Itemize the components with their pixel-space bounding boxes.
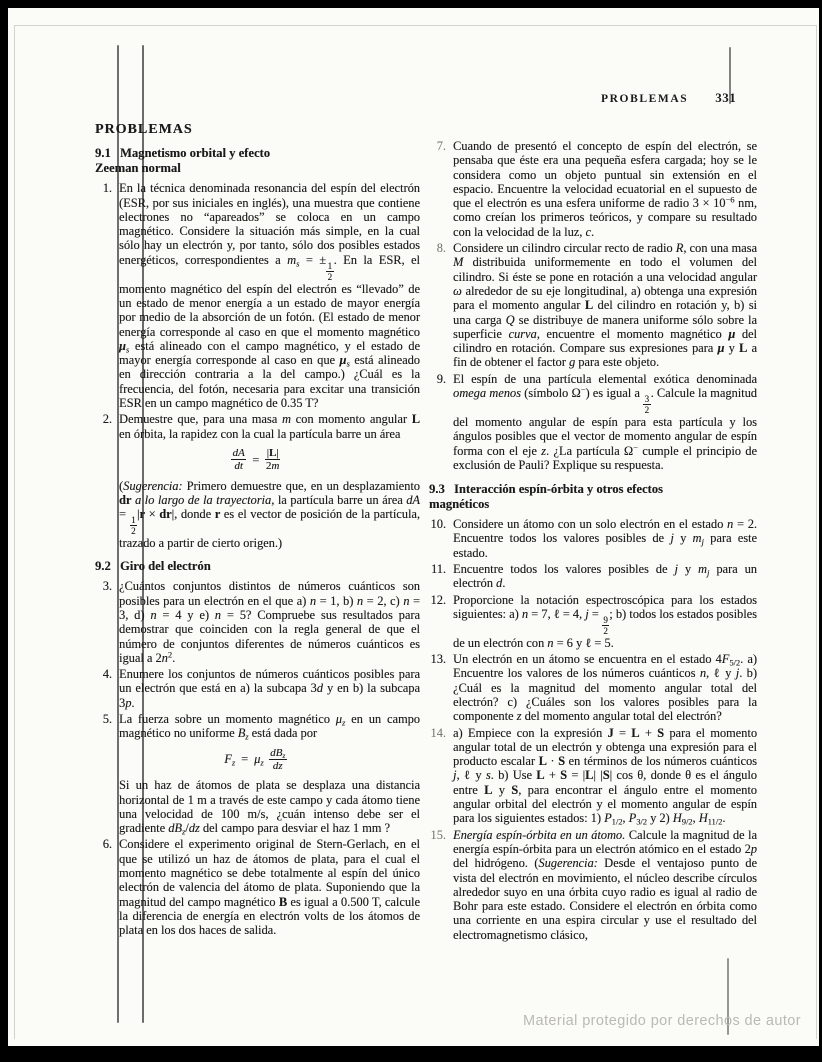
problem-text: Energía espín-órbita en un átomo. Calcule la magnitud de la energía espín-órbita para un electrón atómico en el estado 2p del hidrógeno. (Sugerencia: Desde el ventajoso punto de vista del electrón en movimiento, el núcleo describe círculos alrededor suyo en una órbita cuyo radio es igual al radio de Bohr para este estado. Considere el electrón en órbita como una corriente en una espira circular y use el resultado del electromagnetismo clásico, — [453, 827, 757, 942]
section-heading-9-2 — [95, 559, 420, 574]
problem-4 — [95, 667, 420, 710]
running-head — [601, 90, 736, 106]
problem-14 — [429, 726, 757, 826]
right-column — [429, 139, 757, 944]
problem-number: 7. — [436, 139, 446, 153]
problem-text: Un electrón en un átomo se encuentra en el estado $4F_{5/2}$. a) Encuentre los valores de los números cuánticos n, ℓ y j. b) ¿Cuál es la magnitud del momento angular total del electrón? c) ¿Cuáles son los valores posibles para la componente z del momento angular total del electrón? — [453, 652, 757, 724]
problem-text-continued: Si un haz de átomos de plata se desplaza una distancia horizontal de 1 m a través de este campo y cada átomo tiene una velocidad de 100 m/s, ¿cuán intenso debe ser el gradiente $dB_z/dz$ del campo para desviar el haz 1 mm ? — [119, 778, 420, 837]
equation-area-sweep-rate: $\frac{dA}{dt}$ = $\frac{|L|}{2m}$ — [232, 446, 280, 473]
section-heading-9-3 — [429, 482, 757, 512]
problem-11 — [429, 562, 757, 591]
problem-text: ¿Cuántos conjuntos distintos de números cuánticos son posibles para un electrón en el que a) n = 1, b) n = 2, c) n = 3, d) n = 4 y e) n = 5? Compruebe sus resultados para demostrar que coinciden con la regla general de que el número de conjuntos diferentes de números cuánticos es igual a $2n^2$. — [119, 579, 420, 665]
problem-8 — [429, 241, 757, 370]
problem-number: 12. — [430, 592, 446, 607]
problem-13 — [429, 652, 757, 723]
problems-section-title: PROBLEMAS — [95, 122, 193, 137]
problem-number: 13. — [430, 652, 446, 667]
problem-text: Considere un cilindro circular recto de radio R, con una masa M distribuida uniformemente en todo el volumen del cilindro. Si éste se pone en rotación a una velocidad angular ω alrededor de su eje longitudinal, a) obtenga una expresión para el momento angular L del cilindro en rotación y, b) si una carga Q se distribuye de manera uniforme sólo sobre la superficie curva, encuentre el momento magnético μ del cilindro en rotación. Compare sus expresiones para μ y L a fin de obtener el factor g para este objeto. — [453, 241, 757, 370]
problem-2 — [95, 412, 420, 550]
problem-number: 6. — [102, 837, 112, 852]
page-number: 331 — [715, 90, 737, 105]
problem-text: Encuentre todos los valores posibles de j y $m_j$ para un electrón d. — [453, 562, 757, 591]
problem-text: En la técnica denominada resonancia del espín del electrón (ESR, por sus iniciales en inglés), una muestra que contiene electrones no “apareados” se coloca en un campo magnético. Considere la situación más simple, en la cual sólo hay un electrón y, por tanto, sólo dos posibles estados energéticos, correspondientes a $m_s$ = ± $\frac{1}{2}$ . En la ESR, el momento magnético del espín del electrón es “llevado” de un estado de menor energía a un estado de mayor energía por medio de la absorción de un fotón. (El estado de menor energía corresponde al caso en que el momento magnético $\mu_s$ está alineado con el campo magnético, y el estado de mayor energía corresponde al caso en que $\mu_s$ está alineado en dirección contraria a la del campo.) ¿Cuál es la frecuencia, del fotón, necesaria para excitar una transición ESR en un campo magnético de 0.35 T? — [119, 181, 420, 411]
equation-magnetic-force: $F_z$ = $\mu_z$ $dB_z$ dz — [224, 746, 286, 772]
section-title-line2: magnéticos — [429, 497, 490, 512]
section-title-line1: Magnetismo orbital y efecto — [120, 146, 271, 161]
problem-10 — [429, 517, 757, 560]
problem-text: a) Empiece con la expresión J = L + S para el momento angular total de un electrón y obtenga una expresión para el producto escalar L · S en términos de los números cuánticos j, ℓ y s. b) Use L + S = |L| |S| cos θ, donde θ es el ángulo entre L y S, para encontrar el ángulo entre el momento angular orbital del electrón y el momento angular de espín para los siguientes estados: 1) $P_{1/2}$, $P_{3/2}$ y 2) $H_{9/2}$, $H_{11/2}$. — [453, 725, 758, 827]
section-title-line1: Interacción espín-órbita y otros efectos — [454, 482, 663, 497]
problem-number: 1. — [102, 181, 112, 196]
problem-text: El espín de una partícula elemental exótica denominada omega menos (símbolo Ω−) es igual a $\frac{3}{2}$ . Calcule la magnitud del momento angular de espín para esta partícula y los ángulos posibles que el vector de momento angular de espín forma con el eje z. ¿La partícula Ω− cumple el principio de exclusión de Pauli? Explique su respuesta. — [453, 371, 758, 472]
section-title-line2: Zeeman normal — [95, 161, 181, 176]
problem-number: 2. — [102, 412, 112, 427]
left-column — [95, 123, 420, 939]
problem-number: 10. — [430, 517, 446, 532]
section-number: 9.2 — [95, 559, 111, 574]
page-edge-line-top — [14, 25, 816, 26]
running-head-title: PROBLEMAS — [601, 93, 689, 105]
problem-text: La fuerza sobre un momento magnético $\mu_z$ en un campo magnético no uniforme $B_z$ está dada por — [119, 711, 420, 742]
page-edge-line-left — [14, 25, 15, 1039]
problem-1 — [95, 181, 420, 410]
problem-7 — [429, 139, 757, 239]
copyright-watermark: Material protegido por derechos de autor — [523, 1013, 801, 1029]
section-number: 9.3 — [429, 482, 445, 497]
section-number: 9.1 — [95, 146, 111, 161]
problem-5 — [95, 712, 420, 835]
section-title: Giro del electrón — [120, 559, 211, 574]
problem-12 — [429, 593, 757, 650]
problem-number: 3. — [102, 579, 112, 594]
problem-text: Considere el experimento original de Stern-Gerlach, en el que se utilizó un haz de átomos de plata, para el cual el momento magnético se debe totalmente al espín del único electrón de valencia del átomo de plata. Suponiendo que la magnitud del campo magnético B es igual a 0.500 T, calcule la diferencia de energía en electrón volts de los átomos de plata en los dos haces de salida. — [119, 837, 420, 938]
problem-number: 14. — [430, 725, 446, 740]
problem-number: 8. — [436, 241, 446, 256]
problem-text: Considere un átomo con un solo electrón en el estado n = 2. Encuentre todos los valores posibles de j y $m_j$ para este estado. — [453, 517, 757, 560]
problem-3 — [95, 579, 420, 665]
problem-text: Enumere los conjuntos de números cuánticos posibles para un electrón que está en a) la subcapa 3d y en b) la subcapa 3p. — [119, 667, 420, 710]
problem-number: 11. — [430, 562, 446, 576]
problem-note: (Sugerencia: Primero demuestre que, en un desplazamiento dr a lo largo de la trayectoria, la partícula barre un área dA = $\frac{1}{2}$ |r × dr|, donde r es el vector de posición de la partícula, trazado a partir de cierto origen.) — [119, 478, 420, 551]
page-edge-line-right — [816, 25, 817, 1039]
problem-15 — [429, 828, 757, 942]
problem-number: 5. — [102, 711, 112, 726]
problem-9 — [429, 372, 757, 472]
problem-text: Demuestre que, para una masa m con momento angular L en órbita, la rapidez con la cual la partícula barre un área — [119, 412, 420, 441]
problem-6 — [95, 837, 420, 937]
problem-number: 4. — [102, 667, 112, 682]
problem-number: 9. — [436, 371, 446, 386]
section-heading-9-1 — [95, 146, 420, 176]
problem-number: 15. — [430, 827, 446, 842]
problem-text: Proporcione la notación espectroscópica para los estados siguientes: a) n = 7, ℓ = 4, j = $\frac{9}{2}$ ; b) todos los estados posibles de un electrón con n = 6 y ℓ = 5. — [453, 592, 757, 650]
problem-text: Cuando de presentó el concepto de espín del electrón, se pensaba que éste era una pequeña esfera cargada; hoy se le considera como un objeto puntual sin extensión en el espacio. Encuentre la velocidad ecuatorial en el supuesto de que el electrón es una esfera uniforme de radio $3 \times 10^{-6}$ nm, como creían los primeros teóricos, y compare su resultado con la velocidad de la luz, c. — [453, 139, 757, 239]
